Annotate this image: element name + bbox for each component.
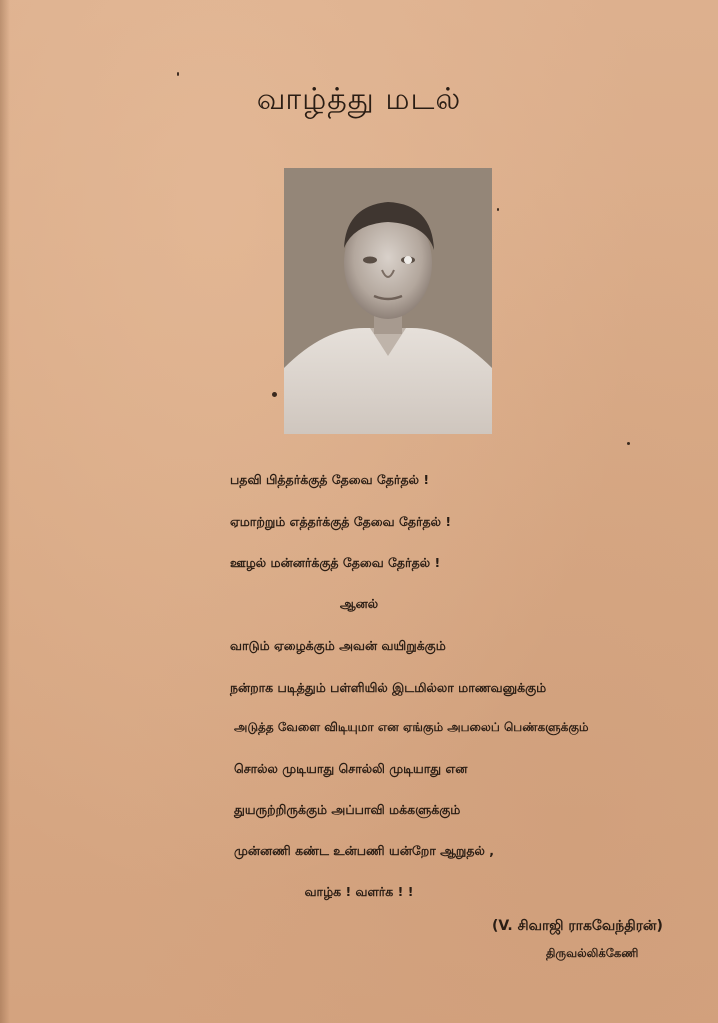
author-name: (V. சிவாஜி ராகவேந்திரன்) xyxy=(492,918,663,934)
poem-line: நன்றாக படித்தும் பள்ளியில் இடமில்லா மாணவனுக்கும் xyxy=(230,680,547,695)
ink-speck xyxy=(177,72,179,76)
poem-line: ஏமாற்றும் எத்தர்க்குத் தேவை தேர்தல் ! xyxy=(230,514,452,529)
ink-speck xyxy=(272,392,277,397)
poem-line: வாடும் ஏழைக்கும் அவன் வயிறுக்கும் xyxy=(230,638,446,653)
poem-line: பதவி பித்தர்க்குத் தேவை தேர்தல் ! xyxy=(230,472,430,487)
poem-line: அடுத்த வேளை விடியுமா என ஏங்கும் அபலைப் பெண்களுக்கும் xyxy=(234,720,589,734)
poem-closing: வாழ்க ! வளர்க ! ! xyxy=(304,884,414,899)
page-title: வாழ்த்து மடல் xyxy=(256,82,462,117)
ink-speck xyxy=(627,442,630,445)
poem-line: சொல்ல முடியாது சொல்லி முடியாது என xyxy=(234,761,468,776)
portrait-photo-icon xyxy=(284,168,492,434)
poem-connector: ஆனல் xyxy=(339,596,379,611)
poem-line: துயருற்றிருக்கும் அப்பாவி மக்களுக்கும் xyxy=(234,802,461,817)
author-place: திருவல்லிக்கேணி xyxy=(546,946,639,960)
poem-line: ஊழல் மன்னர்க்குத் தேவை தேர்தல் ! xyxy=(230,555,441,570)
ink-speck xyxy=(497,208,499,211)
portrait-photo xyxy=(284,168,492,434)
page-edge-shadow xyxy=(0,0,10,1023)
poem-line: முன்னணி கண்ட உன்பணி யன்றோ ஆறுதல் , xyxy=(234,843,494,858)
